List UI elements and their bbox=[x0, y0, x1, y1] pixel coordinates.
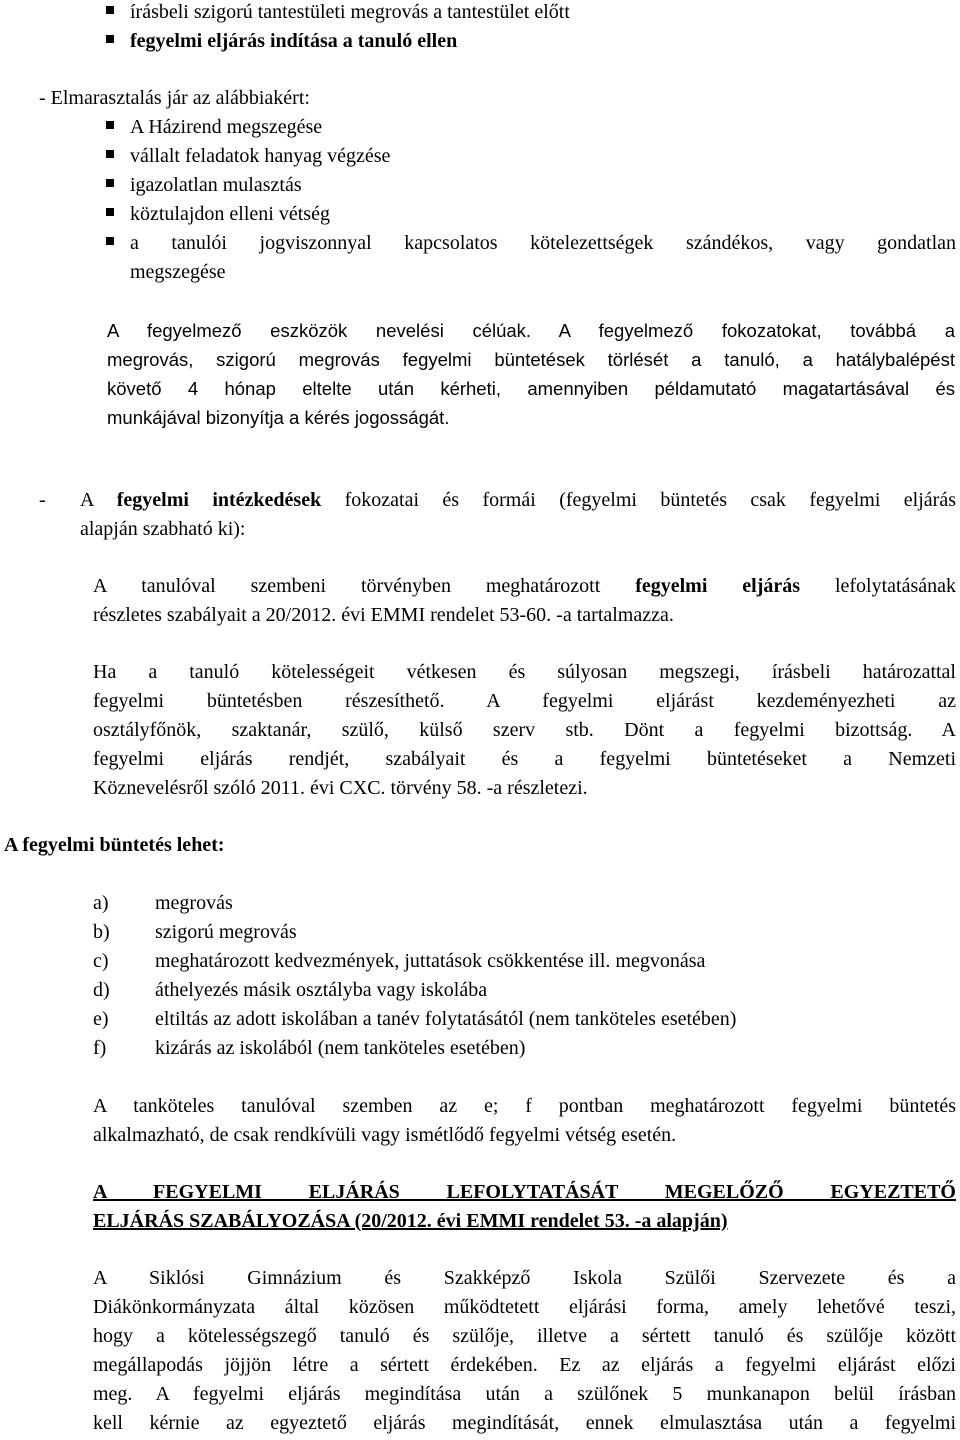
fegyelmezo-line: követő 4 hónap eltelte után kérheti, amennyiben példamutató magatartásával és bbox=[107, 378, 955, 399]
ha-tanulo-line: fegyelmi eljárás rendjét, szabályait és a fegyelmi büntetéseket a Nemzeti bbox=[93, 748, 956, 770]
fegyelmezo-line: A fegyelmező eszközök nevelési célúak. A fegyelmező fokozatokat, továbbá a bbox=[107, 320, 955, 341]
list-item: c) meghatározott kedvezmények, juttatások csökkentése ill. megvonása bbox=[93, 950, 706, 972]
list-item: d) áthelyezés másik osztályba vagy iskolába bbox=[93, 979, 488, 1001]
elmarasztalas-item: vállalt feladatok hanyag végzése bbox=[130, 145, 391, 167]
elmarasztalas-item: a tanulói jogviszonnyal kapcsolatos kötelezettségek szándékos, vagy gondatlan bbox=[130, 232, 956, 254]
ha-tanulo-line: Köznevelésről szóló 2011. évi CXC. törvény 58. -a részletezi. bbox=[93, 777, 588, 799]
list-item: e) eltiltás az adott iskolában a tanév folytatásától (nem tanköteles esetében) bbox=[93, 1008, 737, 1030]
section-title-line: A FEGYELMI ELJÁRÁS LEFOLYTATÁSÁT MEGELŐZŐ EGYEZTETŐ bbox=[93, 1181, 956, 1203]
siklosi-line: meg. A fegyelmi eljárás megindítása után a szülőnek 5 munkanapon belül írásban bbox=[93, 1383, 956, 1405]
ha-tanulo-line: fegyelmi büntetésben részesíthető. A fegyelmi eljárást kezdeményezheti az bbox=[93, 690, 956, 712]
siklosi-line: hogy a kötelességszegő tanuló és szülője, illetve a sértett tanuló és szülője között bbox=[93, 1325, 956, 1347]
elmarasztalas-item-cont: megszegése bbox=[130, 261, 226, 283]
siklosi-line: Diákönkormányzata által közösen működtetett eljárási forma, amely lehetővé teszi, bbox=[93, 1296, 956, 1318]
intezkedes-line: alapján szabható ki): bbox=[80, 518, 246, 540]
fegyelmezo-line: munkájával bizonyítja a kérés jogosságát. bbox=[107, 407, 450, 428]
list-item: b) szigorú megrovás bbox=[93, 921, 297, 943]
siklosi-line: megállapodás jöjjön létre a sértett érdekében. Ez az eljárás a fegyelmi eljárást előzi bbox=[93, 1354, 956, 1376]
tankoteles-line: A tanköteles tanulóval szemben az e; f pontban meghatározott fegyelmi büntetés bbox=[93, 1095, 956, 1117]
tankoteles-line: alkalmazható, de csak rendkívüli vagy ismétlődő fegyelmi vétség esetén. bbox=[93, 1124, 677, 1146]
fegyelmezo-line: megrovás, szigorú megrovás fegyelmi büntetések törlését a tanuló, a hatálybalépést bbox=[107, 349, 955, 370]
list-item: f) kizárás az iskolából (nem tanköteles esetében) bbox=[93, 1037, 526, 1059]
bullet-square-icon bbox=[106, 237, 114, 245]
bullet-square-icon bbox=[106, 35, 114, 43]
bullet-square-icon bbox=[106, 179, 114, 187]
bullet-square-icon bbox=[106, 150, 114, 158]
intezkedes-line: A fegyelmi intézkedések fokozatai és formái (fegyelmi büntetés csak fegyelmi eljárás bbox=[80, 489, 956, 511]
tanuloval-line: A tanulóval szembeni törvényben meghatározott fegyelmi eljárás lefolytatásának bbox=[93, 575, 957, 597]
tanuloval-line: részletes szabályait a 20/2012. évi EMMI rendelet 53-60. -a tartalmazza. bbox=[93, 604, 674, 626]
elmarasztalas-heading: - Elmarasztalás jár az alábbiakért: bbox=[39, 87, 310, 109]
bullet-square-icon bbox=[106, 121, 114, 129]
dash-marker: - bbox=[39, 489, 46, 511]
siklosi-line: kell kérnie az egyeztető eljárás megindítását, ennek elmulasztása után a fegyelmi bbox=[93, 1412, 956, 1434]
ha-tanulo-line: Ha a tanuló kötelességeit vétkesen és súlyosan megszegi, írásbeli határozattal bbox=[93, 661, 956, 683]
bullet-square-icon bbox=[106, 208, 114, 216]
bullet-square-icon bbox=[106, 6, 114, 14]
elmarasztalas-item: köztulajdon elleni vétség bbox=[130, 203, 330, 225]
ha-tanulo-line: osztályfőnök, szaktanár, szülő, külső szerv stb. Dönt a fegyelmi bizottság. A bbox=[93, 719, 956, 741]
siklosi-line: A Siklósi Gimnázium és Szakképző Iskola Szülői Szervezete és a bbox=[93, 1267, 956, 1289]
elmarasztalas-item: igazolatlan mulasztás bbox=[130, 174, 302, 196]
list-item: a) megrovás bbox=[93, 892, 233, 914]
bullet-item: fegyelmi eljárás indítása a tanuló ellen bbox=[130, 30, 458, 52]
bullet-item: írásbeli szigorú tantestületi megrovás a tantestület előtt bbox=[130, 1, 570, 23]
elmarasztalas-item: A Házirend megszegése bbox=[130, 116, 323, 138]
buntetes-heading: A fegyelmi büntetés lehet: bbox=[4, 834, 225, 856]
section-title-line: ELJÁRÁS SZABÁLYOZÁSA (20/2012. évi EMMI rendelet 53. -a alapján) bbox=[93, 1210, 728, 1232]
